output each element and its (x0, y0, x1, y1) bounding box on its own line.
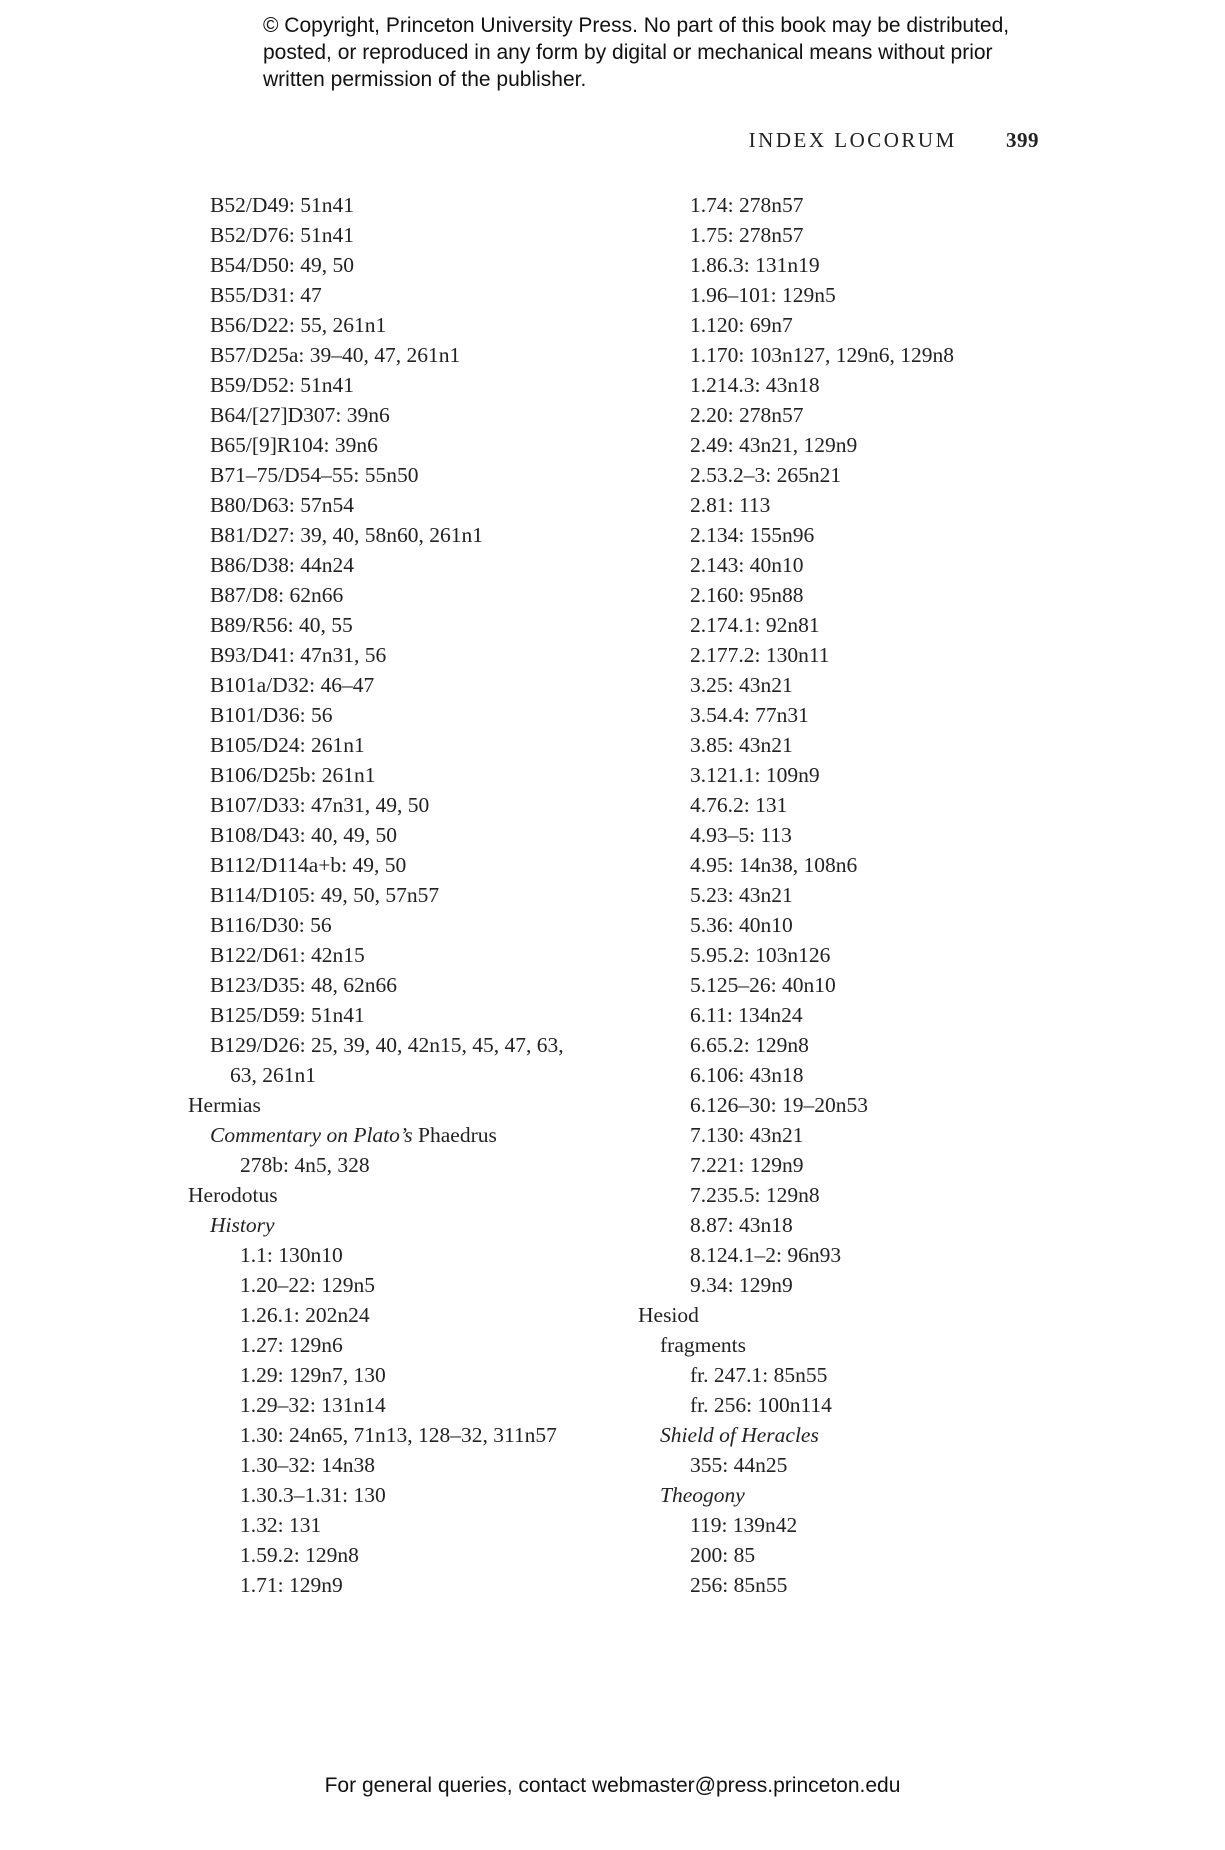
entry-text: Phaedrus (418, 1123, 497, 1147)
index-entry (638, 880, 1058, 910)
index-entry (188, 460, 628, 490)
entry-text: 9.34: 129n9 (690, 1273, 793, 1297)
entry-text: 1.71: 129n9 (240, 1573, 343, 1597)
index-entry (638, 760, 1058, 790)
index-entry (638, 1270, 1058, 1300)
entry-text: B55/D31: 47 (210, 283, 322, 307)
index-entry (188, 190, 628, 220)
index-entry (638, 790, 1058, 820)
entry-text: 4.93–5: 113 (690, 823, 792, 847)
entry-text: 2.160: 95n88 (690, 583, 804, 607)
index-entry (188, 730, 628, 760)
index-entry (638, 310, 1058, 340)
entry-text: 278b: 4n5, 328 (240, 1153, 370, 1177)
entry-text: 5.95.2: 103n126 (690, 943, 831, 967)
index-entry (188, 490, 628, 520)
entry-text: B89/R56: 40, 55 (210, 613, 353, 637)
index-entry (638, 1570, 1058, 1600)
index-entry (638, 910, 1058, 940)
index-entry (188, 940, 628, 970)
entry-text: B114/D105: 49, 50, 57n57 (210, 883, 440, 907)
entry-text: B71–75/D54–55: 55n50 (210, 463, 419, 487)
index-entry (638, 400, 1058, 430)
index-entry (638, 970, 1058, 1000)
index-entry (188, 1420, 628, 1450)
index-entry (638, 1510, 1058, 1540)
index-entry (188, 670, 628, 700)
entry-text: B54/D50: 49, 50 (210, 253, 354, 277)
entry-text: 1.30.3–1.31: 130 (240, 1483, 386, 1507)
entry-text: fr. 247.1: 85n55 (690, 1363, 828, 1387)
entry-text: B64/[27]D307: 39n6 (210, 403, 390, 427)
index-entry (188, 1330, 628, 1360)
entry-text: 1.30–32: 14n38 (240, 1453, 375, 1477)
index-entry (638, 1480, 1058, 1510)
entry-text: 1.120: 69n7 (690, 313, 793, 337)
entry-text: Hermias (188, 1093, 261, 1117)
entry-text: History (210, 1213, 275, 1237)
entry-text: 3.54.4: 77n31 (690, 703, 809, 727)
entry-text: 3.121.1: 109n9 (690, 763, 820, 787)
entry-text: 1.1: 130n10 (240, 1243, 343, 1267)
entry-text: Herodotus (188, 1183, 278, 1207)
entry-text: 1.26.1: 202n24 (240, 1303, 370, 1327)
index-entry (638, 730, 1058, 760)
footer-contact: For general queries, contact webmaster@press.princeton.edu (324, 1774, 901, 1797)
index-entry (188, 1210, 628, 1240)
index-entry (188, 1150, 628, 1180)
entry-text: 1.86.3: 131n19 (690, 253, 820, 277)
index-entry (188, 1180, 628, 1210)
entry-text: B93/D41: 47n31, 56 (210, 643, 387, 667)
index-entry (638, 940, 1058, 970)
index-entry (188, 1360, 628, 1390)
entry-text: 1.75: 278n57 (690, 223, 804, 247)
entry-text: 256: 85n55 (690, 1573, 788, 1597)
index-entry (188, 610, 628, 640)
index-entry (638, 670, 1058, 700)
entry-text: 119: 139n42 (690, 1513, 798, 1537)
entry-text: 5.23: 43n21 (690, 883, 793, 907)
entry-text: Shield of Heracles (660, 1423, 819, 1447)
running-title: INDEX LOCORUM (748, 128, 957, 152)
entry-text: 3.85: 43n21 (690, 733, 793, 757)
entry-text: 1.74: 278n57 (690, 193, 804, 217)
index-entry (638, 340, 1058, 370)
entry-text: 6.11: 134n24 (690, 1003, 803, 1027)
entry-text: 4.95: 14n38, 108n6 (690, 853, 858, 877)
index-entry (188, 1270, 628, 1300)
index-column-right (638, 190, 1058, 1600)
entry-text: 5.125–26: 40n10 (690, 973, 836, 997)
entry-text: 1.214.3: 43n18 (690, 373, 820, 397)
index-entry (188, 640, 628, 670)
index-entry (188, 1300, 628, 1330)
index-entry (638, 640, 1058, 670)
index-entry (638, 610, 1058, 640)
entry-text: B52/D76: 51n41 (210, 223, 354, 247)
entry-text: 2.20: 278n57 (690, 403, 804, 427)
entry-text: 2.81: 113 (690, 493, 771, 517)
index-entry (638, 1090, 1058, 1120)
index-entry (188, 400, 628, 430)
index-entry (188, 220, 628, 250)
index-entry (638, 1540, 1058, 1570)
index-entry (638, 430, 1058, 460)
entry-text: B105/D24: 261n1 (210, 733, 365, 757)
entry-text: 2.134: 155n96 (690, 523, 815, 547)
entry-text: B86/D38: 44n24 (210, 553, 354, 577)
index-entry (188, 370, 628, 400)
index-entry (638, 1420, 1058, 1450)
index-entry (188, 580, 628, 610)
index-entry (638, 490, 1058, 520)
index-entry (188, 310, 628, 340)
entry-text: B59/D52: 51n41 (210, 373, 354, 397)
index-column-left (188, 190, 628, 1600)
running-head (749, 128, 1039, 153)
entry-text: 63, 261n1 (230, 1063, 316, 1087)
index-entry (638, 1330, 1058, 1360)
index-entry (188, 520, 628, 550)
index-entry (638, 1210, 1058, 1240)
index-entry (638, 1360, 1058, 1390)
entry-text: Theogony (660, 1483, 745, 1507)
copyright-notice: © Copyright, Princeton University Press. No part of this book may be distributed, posted, or reproduced in any form by digital or mechanical means without prior written permission of the publisher. (263, 14, 1010, 91)
entry-text: 8.87: 43n18 (690, 1213, 793, 1237)
entry-text: Commentary on Plato’s (210, 1123, 413, 1147)
entry-text: B129/D26: 25, 39, 40, 42n15, 45, 47, 63, (210, 1033, 564, 1057)
index-entry (638, 1390, 1058, 1420)
entry-text: 1.27: 129n6 (240, 1333, 343, 1357)
index-entry (188, 1480, 628, 1510)
index-entry (188, 1390, 628, 1420)
index-entry (638, 190, 1058, 220)
entry-text: 1.29–32: 131n14 (240, 1393, 386, 1417)
index-entry (188, 1000, 628, 1030)
index-entry (638, 370, 1058, 400)
entry-text: 6.65.2: 129n8 (690, 1033, 809, 1057)
index-entry (188, 1090, 628, 1120)
entry-text: Hesiod (638, 1303, 699, 1327)
entry-text: 200: 85 (690, 1543, 756, 1567)
entry-text: B101a/D32: 46–47 (210, 673, 375, 697)
index-entry (188, 910, 628, 940)
entry-text: B52/D49: 51n41 (210, 193, 354, 217)
index-entry (188, 280, 628, 310)
entry-text: 1.30: 24n65, 71n13, 128–32, 311n57 (240, 1423, 557, 1447)
entry-text: 8.124.1–2: 96n93 (690, 1243, 842, 1267)
index-entry (638, 700, 1058, 730)
index-entry (188, 1570, 628, 1600)
index-entry (188, 880, 628, 910)
index-entry (638, 460, 1058, 490)
entry-text: fr. 256: 100n114 (690, 1393, 832, 1417)
index-entry (638, 850, 1058, 880)
index-entry (638, 250, 1058, 280)
index-entry (638, 1240, 1058, 1270)
index-entry (188, 1510, 628, 1540)
entry-text: 4.76.2: 131 (690, 793, 788, 817)
entry-text: 3.25: 43n21 (690, 673, 793, 697)
entry-text: 1.29: 129n7, 130 (240, 1363, 386, 1387)
entry-text: B116/D30: 56 (210, 913, 332, 937)
entry-text: 1.32: 131 (240, 1513, 322, 1537)
index-entry (638, 1300, 1058, 1330)
index-entry (188, 1120, 628, 1150)
entry-text: B125/D59: 51n41 (210, 1003, 365, 1027)
entry-text: B81/D27: 39, 40, 58n60, 261n1 (210, 523, 483, 547)
index-entry (638, 1180, 1058, 1210)
entry-text: 1.20–22: 129n5 (240, 1273, 375, 1297)
index-entry (188, 700, 628, 730)
index-entry (638, 1150, 1058, 1180)
index-entry (638, 1030, 1058, 1060)
index-entry (638, 1450, 1058, 1480)
index-entry (638, 220, 1058, 250)
entry-text: 2.53.2–3: 265n21 (690, 463, 842, 487)
entry-text: 1.96–101: 129n5 (690, 283, 836, 307)
entry-text: B107/D33: 47n31, 49, 50 (210, 793, 430, 817)
entry-text: 2.174.1: 92n81 (690, 613, 820, 637)
index-entry (638, 520, 1058, 550)
index-entry (188, 550, 628, 580)
index-entry (638, 1000, 1058, 1030)
index-entry (188, 250, 628, 280)
index-entry (188, 1030, 628, 1060)
index-entry (638, 280, 1058, 310)
entry-text: B122/D61: 42n15 (210, 943, 365, 967)
entry-text: 2.177.2: 130n11 (690, 643, 830, 667)
index-entry (188, 1240, 628, 1270)
entry-text: 7.235.5: 129n8 (690, 1183, 820, 1207)
entry-text: 1.170: 103n127, 129n6, 129n8 (690, 343, 954, 367)
entry-text: B57/D25a: 39–40, 47, 261n1 (210, 343, 461, 367)
index-entry (188, 790, 628, 820)
index-entry (638, 1060, 1058, 1090)
entry-text: 7.221: 129n9 (690, 1153, 804, 1177)
entry-text: 355: 44n25 (690, 1453, 788, 1477)
entry-text: 7.130: 43n21 (690, 1123, 804, 1147)
index-entry (638, 1120, 1058, 1150)
entry-text: B56/D22: 55, 261n1 (210, 313, 387, 337)
entry-text: B108/D43: 40, 49, 50 (210, 823, 397, 847)
entry-text: B87/D8: 62n66 (210, 583, 344, 607)
entry-text: 1.59.2: 129n8 (240, 1543, 359, 1567)
index-entry (188, 1060, 628, 1090)
entry-text: 6.126–30: 19–20n53 (690, 1093, 868, 1117)
index-entry (188, 430, 628, 460)
index-entry (188, 1540, 628, 1570)
index-entry (188, 850, 628, 880)
entry-text: 2.143: 40n10 (690, 553, 804, 577)
entry-text: 5.36: 40n10 (690, 913, 793, 937)
index-entry (188, 820, 628, 850)
entry-text: 2.49: 43n21, 129n9 (690, 433, 858, 457)
entry-text: B80/D63: 57n54 (210, 493, 354, 517)
entry-text: B123/D35: 48, 62n66 (210, 973, 397, 997)
entry-text: B106/D25b: 261n1 (210, 763, 376, 787)
index-entry (188, 970, 628, 1000)
index-entry (638, 820, 1058, 850)
index-entry (638, 580, 1058, 610)
page-number: 399 (1006, 128, 1039, 152)
entry-text: B112/D114a+b: 49, 50 (210, 853, 407, 877)
entry-text: B101/D36: 56 (210, 703, 333, 727)
entry-text: fragments (660, 1333, 746, 1357)
entry-text: B65/[9]R104: 39n6 (210, 433, 378, 457)
entry-text: 6.106: 43n18 (690, 1063, 804, 1087)
index-entry (188, 760, 628, 790)
index-entry (188, 340, 628, 370)
index-entry (638, 550, 1058, 580)
index-entry (188, 1450, 628, 1480)
